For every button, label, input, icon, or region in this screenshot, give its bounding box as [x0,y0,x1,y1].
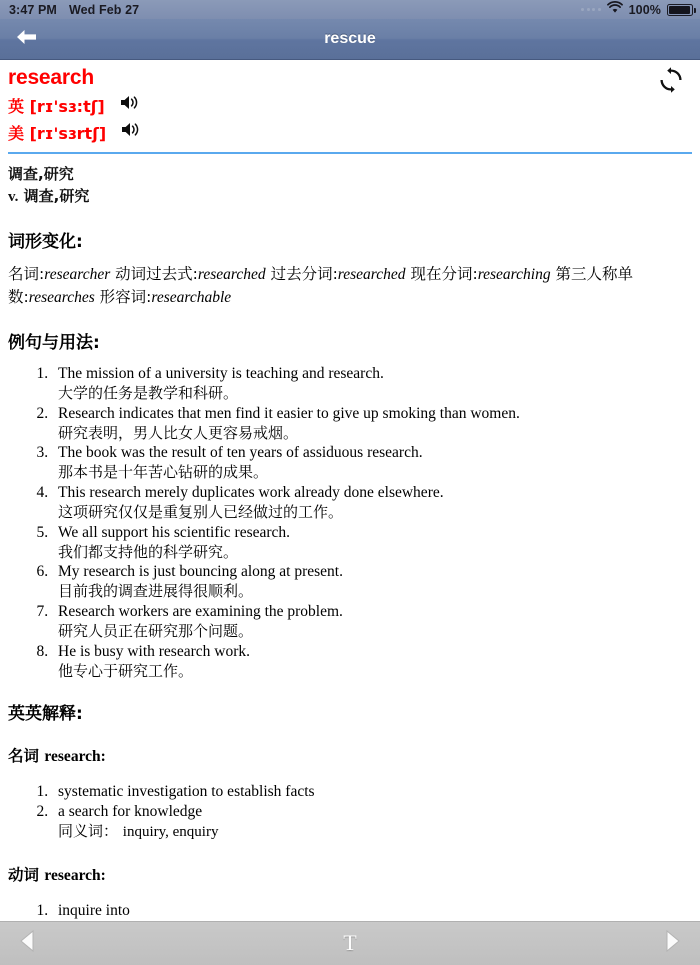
definition-text: 调查,研究 [23,187,90,206]
back-button[interactable] [0,19,52,60]
example-en: This research merely duplicates work already done elsewhere. [58,484,444,502]
example-en: My research is just bouncing along at present. [58,563,343,581]
word-forms-text: 名词:researcher 动词过去式:researched 过去分词:researched 现在分词:researching 第三人称单数:researches 形容词:researchable [8,264,634,307]
pronunciation-row-us [8,120,692,144]
ee-sense-text: inquire into [58,901,130,919]
bottom-toolbar [0,921,700,965]
text-size-button[interactable]: T [343,930,357,956]
speaker-icon-uk[interactable] [119,93,140,117]
definition-block [8,154,692,208]
navigation-bar [0,19,700,60]
definition-line: 调查,研究 [8,165,74,184]
pronunciation-row-uk [8,93,692,117]
prev-triangle-icon [18,940,37,957]
back-arrow-icon [13,26,39,53]
speaker-icon-us[interactable] [120,120,141,144]
pronunciation-uk-text: 英 [rɪ'sɜ:tʃ] [8,96,105,116]
ee-noun-subheading: 名词 research: [8,747,106,766]
list-item [52,483,692,523]
example-en: The book was the result of ten years of assiduous research. [58,444,423,462]
example-cn: 研究表明，男人比女人更容易戒烟。 [58,423,299,442]
list-item [52,782,692,802]
example-cn: 我们都支持他的科学研究。 [58,542,239,561]
ee-sense-text: systematic investigation to establish facts [58,783,315,801]
signal-dots-icon [581,8,601,12]
example-en: Research workers are examining the problem. [58,603,343,621]
english-explanation-heading: 英英解释: [8,704,83,725]
previous-button[interactable] [18,929,37,958]
example-cn: 这项研究仅仅是重复别人已经做过的工作。 [58,502,344,521]
pronunciation-us-text: 美 [rɪ'sɜrtʃ] [8,123,107,143]
example-en: Research indicates that men find it easier to give up smoking than women. [58,404,520,422]
status-date: Wed Feb 27 [68,2,140,17]
example-cn: 他专心于研究工作。 [58,661,194,680]
list-item [52,404,692,444]
status-bar [0,0,700,19]
headword: research [8,66,94,89]
list-item [52,642,692,682]
list-item [52,364,692,404]
example-en: The mission of a university is teaching and research. [58,365,384,383]
refresh-button[interactable] [654,65,688,99]
list-item [52,443,692,483]
example-cn: 研究人员正在研究那个问题。 [58,621,254,640]
ee-verb-list [52,901,692,921]
dictionary-content[interactable] [0,60,700,921]
list-item [52,562,692,602]
ee-noun-list [52,782,692,842]
battery-percent: 100% [628,2,661,17]
word-header [8,60,692,144]
status-time: 3:47 PM [9,2,57,17]
status-right-group [581,2,693,17]
next-button[interactable] [663,929,682,958]
example-en: He is busy with research work. [58,642,250,660]
example-cn: 目前我的调查进展得很顺利。 [58,582,254,601]
refresh-icon [657,66,685,99]
list-item [52,901,692,921]
definition-line [8,185,692,208]
next-triangle-icon [663,940,682,957]
example-en: We all support his scientific research. [58,523,291,541]
wifi-icon [607,2,623,17]
examples-heading: 例句与用法: [8,333,100,354]
example-cn: 大学的任务是教学和科研。 [58,383,239,402]
list-item [52,602,692,642]
page-title: rescue [324,30,376,47]
list-item [52,523,692,563]
battery-full-icon [667,4,693,16]
part-of-speech: v. [8,189,19,206]
ee-verb-subheading: 动词 research: [8,865,106,884]
word-forms-heading: 词形变化: [8,231,83,252]
examples-list [52,364,692,681]
example-cn: 那本书是十年苦心钻研的成果。 [58,463,269,482]
ee-sense-text: a search for knowledge [58,803,203,821]
list-item [52,802,692,842]
synonyms-line: 同义词： inquiry, enquiry [58,822,219,841]
